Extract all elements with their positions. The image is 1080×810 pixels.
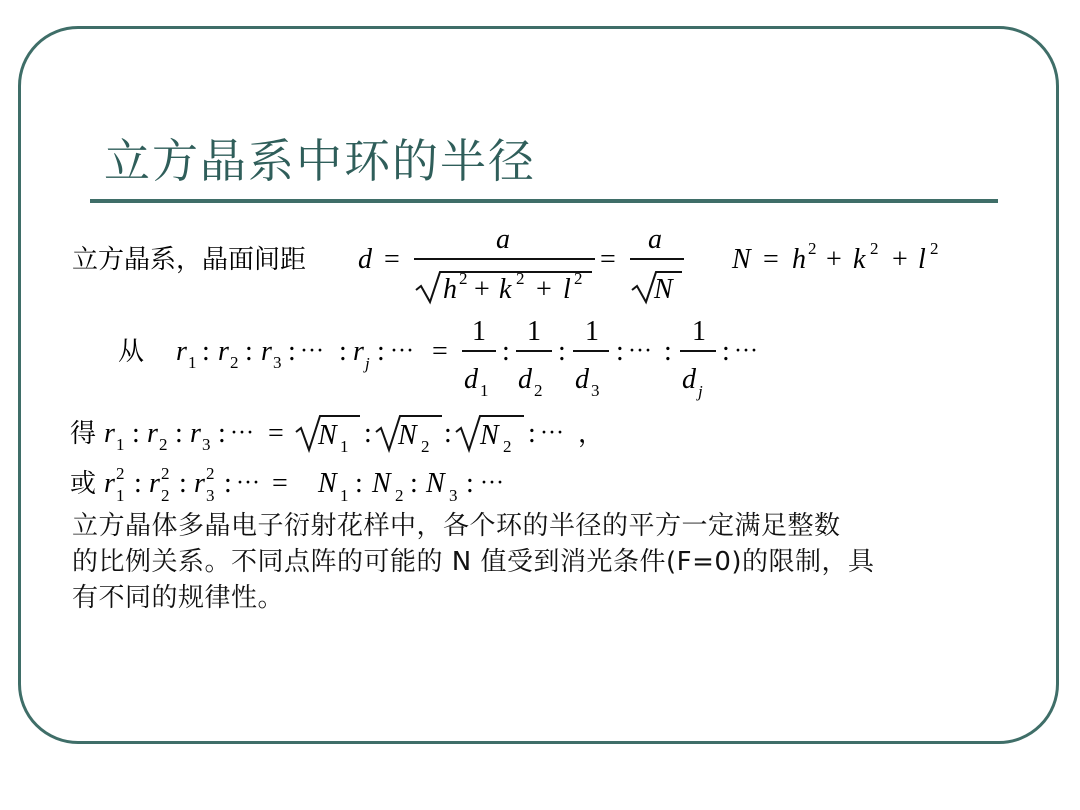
formula4-N2-sub: 2 (395, 486, 404, 505)
formula3-r2-sub: 2 (159, 435, 168, 454)
formula2-eq: = (432, 336, 448, 367)
formula4-dots2: ··· (480, 470, 504, 496)
formula1-eq1: = (384, 244, 400, 275)
formula4-N1-sub: 1 (340, 486, 349, 505)
formula1-N: N (654, 274, 673, 305)
paragraph-line: 立方晶体多晶电子衍射花样中，各个环的半径的平方一定满足整数 (72, 511, 841, 541)
formula1-h: h (443, 274, 457, 305)
formula1-l-def-sup: 2 (930, 239, 939, 258)
formula2-frac2-sub: 2 (534, 381, 543, 400)
formula2-r3: r (261, 336, 272, 367)
formula3-r1: r (104, 418, 115, 449)
formula2-frac3-num: 1 (585, 316, 599, 347)
formula1-eq2: = (600, 244, 616, 275)
formula4-dots1: ··· (236, 470, 260, 496)
formula-radius-ratio (0, 312, 1080, 402)
formula2-r2: r (218, 336, 229, 367)
formula-radius-squared-svg (0, 456, 1080, 512)
title-underline (90, 199, 998, 203)
formula4-colon3: : (224, 468, 232, 499)
formula1-numerator-a: a (496, 224, 510, 255)
formula4-N3: N (426, 468, 445, 499)
formula2-dots4: ··· (734, 338, 758, 364)
formula2-fracj-sub: j (698, 382, 703, 401)
formula4-N2: N (372, 468, 391, 499)
formula3-N2: N (398, 420, 417, 451)
formula2-fracj-d: d (682, 364, 696, 395)
formula1-k-def-sup: 2 (870, 239, 879, 258)
formula2-dots1: ··· (300, 338, 324, 364)
formula2-dots3: ··· (628, 338, 652, 364)
formula4-r2-sup: 2 (161, 464, 170, 483)
formula2-colon1: : (202, 336, 210, 367)
formula2-colon4: : (339, 336, 347, 367)
formula2-colon5: : (377, 336, 385, 367)
formula2-frac1-d: d (464, 364, 478, 395)
formula2-colon10: : (722, 336, 730, 367)
formula3-r2: r (147, 418, 158, 449)
formula4-colon6: : (466, 468, 474, 499)
formula3-N1: N (318, 420, 337, 451)
formula1-plus2: + (536, 274, 552, 305)
formula3-r3: r (190, 418, 201, 449)
formula-interplanar-spacing-svg (0, 220, 1080, 310)
formula1-l-sup: 2 (574, 269, 583, 288)
formula-interplanar-spacing (0, 220, 1080, 310)
formula2-dots2: ··· (390, 338, 414, 364)
explanation-paragraph (72, 508, 1017, 616)
formula4-r2-sub: 2 (161, 486, 170, 505)
formula3-comma: ， (578, 419, 605, 449)
formula3-dots1: ··· (230, 420, 254, 446)
formula1-N-def: N (732, 244, 751, 275)
formula3-dots2: ··· (540, 420, 564, 446)
formula3-r1-sub: 1 (116, 435, 125, 454)
formula4-N1: N (318, 468, 337, 499)
formula1-plus3: + (826, 244, 842, 275)
formula4-r1: r (104, 468, 115, 499)
formula2-fracj-num: 1 (692, 316, 706, 347)
formula2-colon9: : (664, 336, 672, 367)
formula4-N3-sub: 3 (449, 486, 458, 505)
formula4-lead-text: 或 (70, 469, 97, 499)
formula1-k: k (499, 274, 512, 305)
formula1-numerator-a2: a (648, 224, 662, 255)
formula3-N3-sub: 2 (503, 437, 512, 456)
formula1-d: d (358, 244, 372, 275)
formula3-r3-sub: 3 (202, 435, 211, 454)
formula2-colon6: : (502, 336, 510, 367)
formula2-frac2-d: d (518, 364, 532, 395)
formula4-r1-sup: 2 (116, 464, 125, 483)
formula3-N3: N (480, 420, 499, 451)
formula1-h-def: h (792, 244, 806, 275)
formula3-colon3: : (218, 418, 226, 449)
formula3-N2-sub: 2 (421, 437, 430, 456)
formula-radius-sqrt (0, 404, 1080, 464)
formula1-h-sup: 2 (459, 269, 468, 288)
formula3-lead-text: 得 (70, 419, 97, 449)
formula4-r1-sub: 1 (116, 486, 125, 505)
formula4-colon1: : (134, 468, 142, 499)
formula-radius-sqrt-svg (0, 404, 1080, 464)
formula2-rj-sub: j (365, 354, 370, 373)
formula4-colon2: : (179, 468, 187, 499)
formula2-frac1-num: 1 (472, 316, 486, 347)
formula4-r3: r (194, 468, 205, 499)
formula-radius-ratio-svg (0, 312, 1080, 402)
paragraph-line: 的比例关系。不同点阵的可能的 N 值受到消光条件(F=0)的限制，具 (72, 547, 875, 577)
formula-radius-squared (0, 456, 1080, 512)
formula2-r3-sub: 3 (273, 353, 282, 372)
formula1-plus1: + (474, 274, 490, 305)
formula1-k-def: k (853, 244, 866, 275)
formula1-l-def: l (918, 244, 926, 275)
formula2-colon3: : (288, 336, 296, 367)
formula4-r3-sub: 3 (206, 486, 215, 505)
formula1-lead-text: 立方晶系，晶面间距 (72, 245, 307, 275)
formula2-r1: r (176, 336, 187, 367)
formula3-colon5: : (444, 418, 452, 449)
formula1-k-sup: 2 (516, 269, 525, 288)
formula3-N1-sub: 1 (340, 437, 349, 456)
formula4-r3-sup: 2 (206, 464, 215, 483)
formula2-frac2-num: 1 (527, 316, 541, 347)
formula1-plus4: + (892, 244, 908, 275)
formula3-colon4: : (364, 418, 372, 449)
formula2-r1-sub: 1 (188, 353, 197, 372)
formula3-colon6: : (528, 418, 536, 449)
formula1-eq3: = (763, 244, 779, 275)
slide-title: 立方晶系中环的半径 (104, 134, 536, 188)
formula3-colon1: : (132, 418, 140, 449)
formula4-colon5: : (410, 468, 418, 499)
formula2-frac3-sub: 3 (591, 381, 600, 400)
formula1-l: l (563, 274, 571, 305)
formula1-h-def-sup: 2 (808, 239, 817, 258)
formula4-colon4: : (355, 468, 363, 499)
formula2-lead-text: 从 (118, 337, 145, 367)
formula2-colon7: : (558, 336, 566, 367)
formula4-eq: = (272, 468, 288, 499)
formula2-colon2: : (245, 336, 253, 367)
formula2-r2-sub: 2 (230, 353, 239, 372)
formula2-frac1-sub: 1 (480, 381, 489, 400)
formula4-r2: r (149, 468, 160, 499)
formula2-colon8: : (616, 336, 624, 367)
formula3-eq: = (268, 418, 284, 449)
formula3-colon2: : (175, 418, 183, 449)
paragraph-line: 有不同的规律性。 (72, 583, 285, 613)
formula2-rj: r (353, 336, 364, 367)
formula2-frac3-d: d (575, 364, 589, 395)
